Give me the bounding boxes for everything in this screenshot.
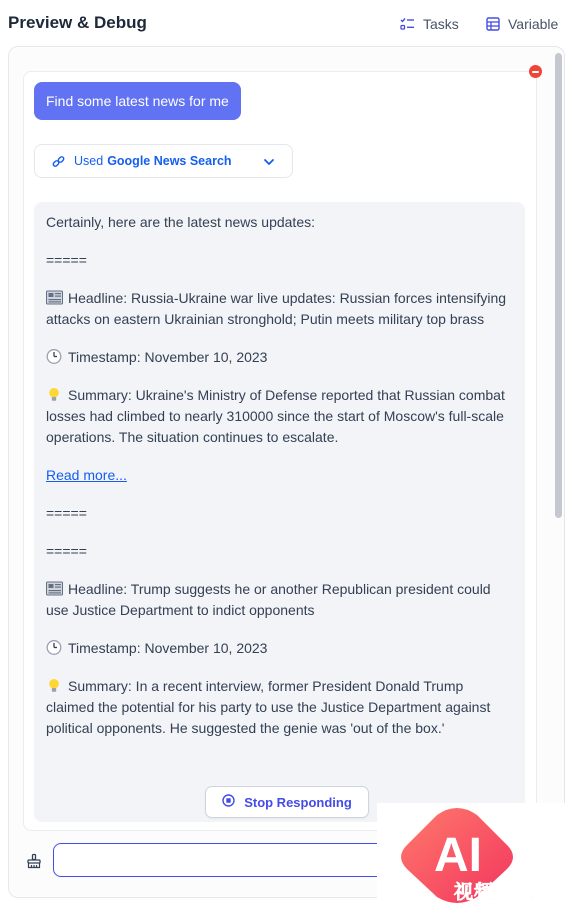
table-icon — [486, 17, 500, 31]
variable-label: Variable — [508, 16, 559, 32]
header — [0, 0, 577, 46]
stop-label: Stop Responding — [244, 794, 352, 810]
tool-name: Google News Search — [107, 154, 232, 168]
news-timestamp: Timestamp: November 10, 2023 — [46, 347, 513, 368]
news-headline: Headline: Trump suggests he or another Republican president could use Justice Department to indict opponents — [46, 581, 491, 618]
watermark — [377, 803, 577, 906]
assistant-answer — [34, 202, 525, 822]
read-more-link[interactable]: Read more... — [46, 467, 127, 483]
broom-icon[interactable] — [26, 853, 42, 869]
newspaper-emoji — [46, 290, 63, 305]
answer-intro: Certainly, here are the latest news updates: — [46, 214, 316, 230]
newspaper-emoji — [46, 581, 63, 596]
tasks-button[interactable] — [400, 16, 459, 32]
svg-text:AI: AI — [434, 829, 482, 882]
tool-prefix: Used — [74, 154, 104, 168]
separator: ===== — [46, 543, 87, 559]
clock-emoji — [46, 640, 63, 655]
news-summary: Summary: In a recent interview, former President Donald Trump claimed the potential for his party to use the Justice Department against political opponents. He suggested the genie was 'out of the box.' — [46, 678, 491, 736]
remove-icon[interactable] — [529, 65, 542, 78]
separator: ===== — [46, 252, 87, 268]
tasks-label: Tasks — [423, 16, 459, 32]
stop-circle-icon — [222, 794, 235, 810]
lightbulb-emoji — [46, 678, 63, 693]
task-list-icon — [400, 17, 415, 31]
page-title: Preview & Debug — [8, 13, 147, 32]
clock-emoji — [46, 349, 63, 364]
watermark-caption: 视频贴吧 — [454, 882, 535, 903]
lightbulb-emoji — [46, 387, 63, 402]
tool-usage-toggle[interactable] — [34, 144, 293, 178]
stop-responding-button[interactable] — [205, 786, 369, 818]
chevron-down-icon — [263, 156, 275, 168]
user-message: Find some latest news for me — [34, 82, 241, 120]
news-timestamp: Timestamp: November 10, 2023 — [46, 638, 513, 659]
debug-panel — [8, 46, 565, 898]
link-icon — [52, 155, 65, 168]
separator: ===== — [46, 505, 87, 521]
news-summary: Summary: Ukraine's Ministry of Defense reported that Russian combat losses had climbed to nearly 310000 since the start of Moscow's full-scale operations. The situation continues to escalate. — [46, 387, 505, 445]
variable-button[interactable] — [486, 16, 558, 32]
scrollbar[interactable] — [555, 53, 562, 518]
news-headline: Headline: Russia-Ukraine war live updates: Russian forces intensifying attacks on eastern Ukrainian stronghold; Putin meets military top brass — [46, 290, 507, 327]
